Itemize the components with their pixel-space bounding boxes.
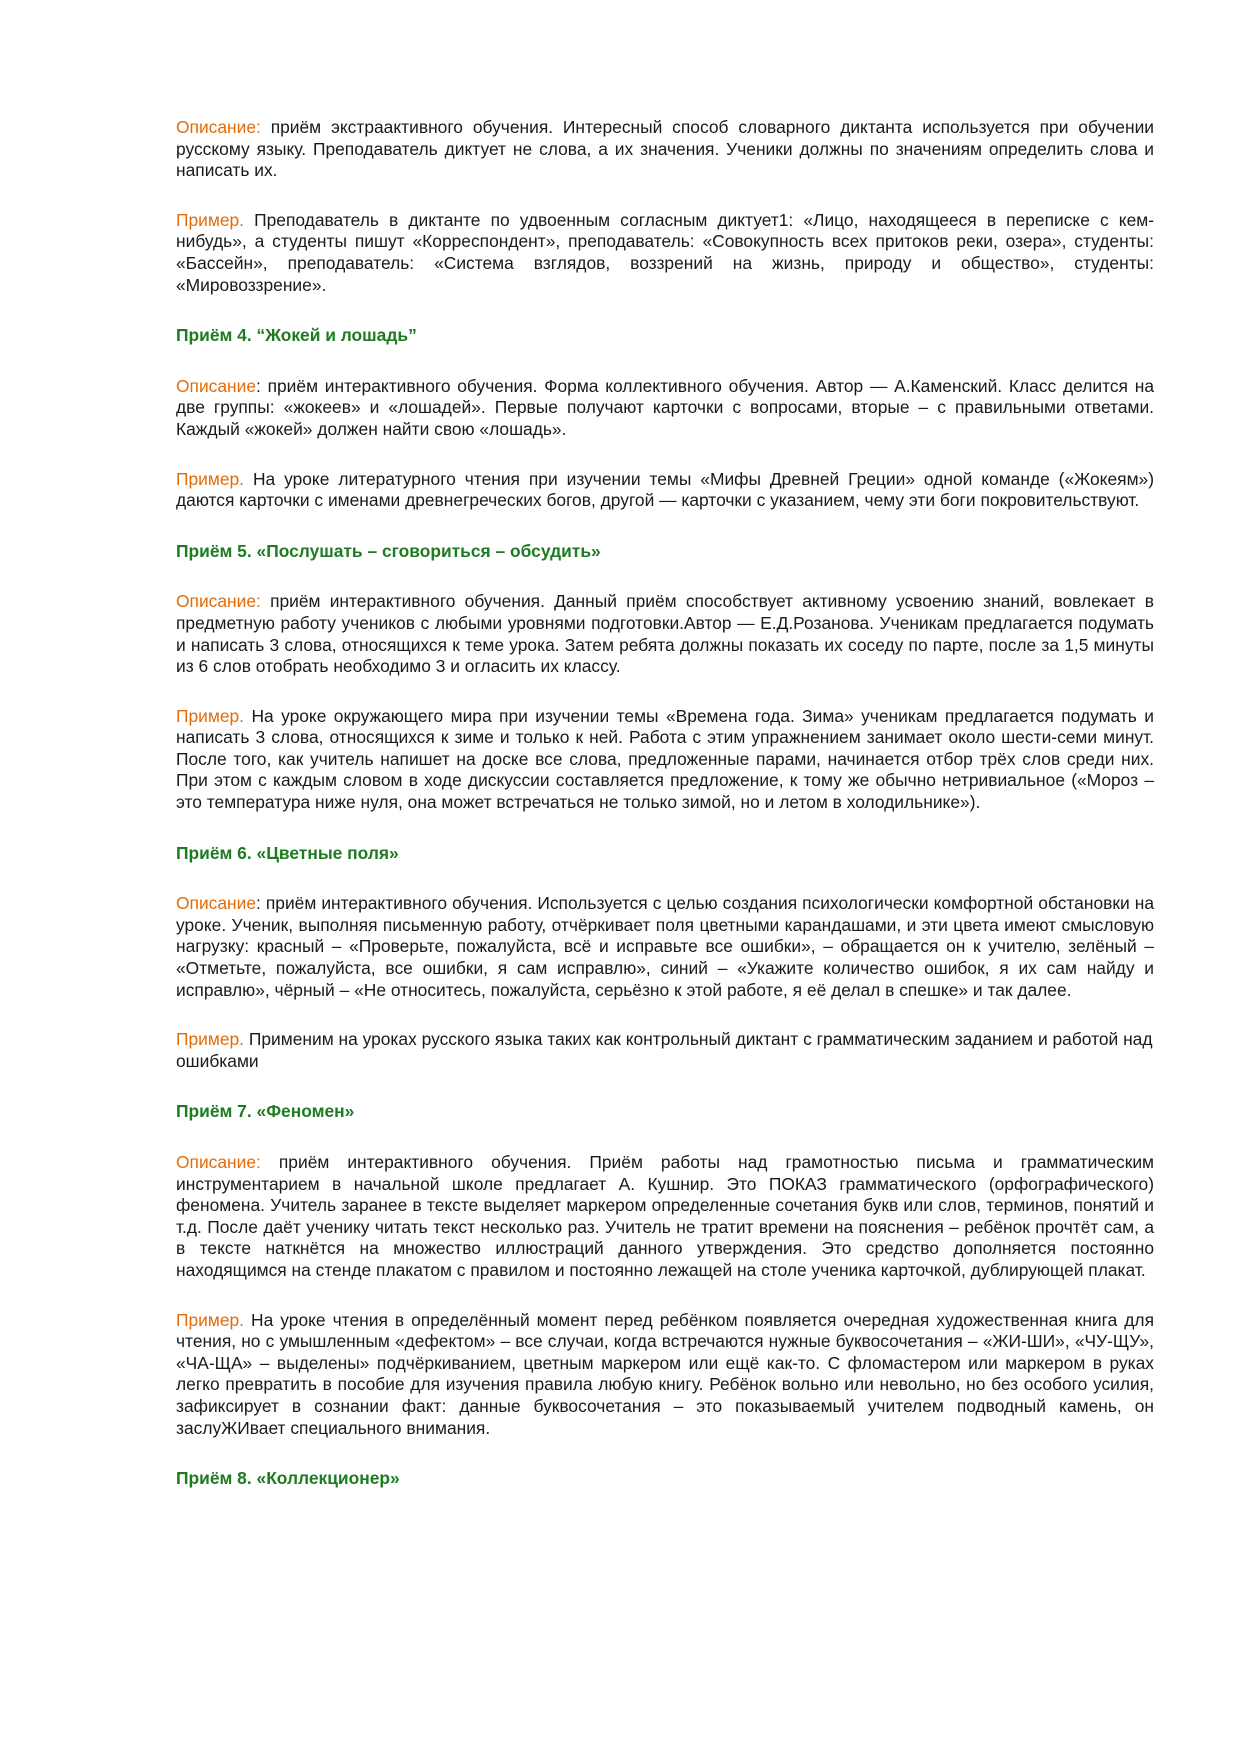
example-paragraph	[176, 706, 1154, 814]
example-paragraph	[176, 469, 1154, 512]
example-label: Пример.	[176, 209, 245, 230]
description-text: : приём интерактивного обучения. Используется с целью создания психологически комфортной обстановки на уроке. Ученик, выполняя письменную работу, отчёркивает поля цветными карандашами, и эти цвета имеют смысловую нагрузку: красный – «Проверьте, пожалуйста, всё и исправьте все ошибки», – обращается он к учителю, зелёный – «Отметьте, пожалуйста, все ошибки, я сам исправлю», синий – «Укажите количество ошибок, я их сам найду и исправлю», чёрный – «Не относитесь, пожалуйста, серьёзно к этой работе, я её делал в спешке» и так далее.	[176, 893, 1154, 1000]
example-paragraph	[176, 210, 1154, 296]
section-heading-8: Приём 8. «Коллекционер»	[176, 1468, 400, 1489]
example-label: Пример.	[176, 468, 245, 489]
example-text: На уроке окружающего мира при изучении темы «Времена года. Зима» ученикам предлагается подумать и написать 3 слова, относящихся к зиме и только к ней. Работа с этим упражнением занимает около шести-семи минут. После того, как учитель напишет на доске все слова, предложенные парами, начинается отбор трёх слов среди них. При этом с каждым словом в ходе дискуссии составляется предложение, к тому же обычно нетривиальное («Мороз – это температура ниже нуля, она может встречаться не только зимой, но и летом в холодильнике»).	[176, 705, 1154, 813]
example-text: На уроке чтения в определённый момент перед ребёнком появляется очередная художественная книга для чтения, но с умышленным «дефектом» – все случаи, когда встречаются нужные буквосочетания – «ЖИ-ШИ», «ЧУ-ЩУ», «ЧА-ЩА» – выделены» подчёркиванием, цветным маркером или ещё как-то. С фломастером или маркером в руках легко превратить в пособие для изучения правила любую книгу. Ребёнок вольно или невольно, но без особого усилия, зафиксирует в сознании факт: данные буквосочетания – это показываемый учителем подводный камень, он заслуЖИвает специального внимания.	[176, 1309, 1154, 1438]
example-text: Применим на уроках русского языка таких как контрольный диктант с грамматическим заданием и работой над ошибками	[176, 1029, 1153, 1071]
description-paragraph	[176, 1152, 1154, 1282]
description-label: Описание	[176, 375, 257, 396]
section-heading-6: Приём 6. «Цветные поля»	[176, 842, 399, 863]
example-label: Пример.	[176, 1029, 245, 1050]
example-text: Преподаватель в диктанте по удвоенным согласным диктует1: «Лицо, находящееся в переписке с кем-нибудь», а студенты пишут «Корреспондент», преподаватель: «Совокупность всех притоков реки, озера», студенты: «Бассейн», преподаватель: «Система взглядов, воззрений на жизнь, природу и общество», студенты: «Мировоззрение».	[176, 209, 1154, 295]
description-label: Описание	[176, 893, 257, 914]
description-paragraph	[176, 117, 1154, 182]
example-paragraph	[176, 1310, 1154, 1440]
description-label: Описание:	[176, 591, 261, 612]
description-text: приём интерактивного обучения. Приём работы над грамотностью письма и грамматическим инструментарием в начальной школе предлагает А. Кушнир. Это ПОКАЗ грамматического (орфографического) феномена. Учитель заранее в тексте выделяет маркером определенные сочетания букв или слов, терминов, понятий и т.д. После даёт ученику читать текст несколько раз. Учитель не тратит времени на пояснения – ребёнок прочтёт сам, а в тексте наткнётся на множество иллюстраций данного утверждения. Это средство дополняется постоянно находящимся на стенде плакатом с правилом и постоянно лежащей на столе ученика карточкой, дублирующей плакат.	[176, 1152, 1154, 1280]
example-text: На уроке литературного чтения при изучении темы «Мифы Древней Греции» одной команде («Жокеям») даются карточки с именами древнегреческих богов, другой — карточки с указанием, чему эти боги покровительствуют.	[176, 468, 1154, 511]
description-text: приём интерактивного обучения. Данный приём способствует активному усвоению знаний, вовлекает в предметную работу учеников с любыми уровнями подготовки.Автор — Е.Д.Розанова. Ученикам предлагается подумать и написать 3 слова, относящихся к теме урока. Затем ребята должны показать их соседу по парте, после за 1,5 минуты из 6 слов отобрать необходимо 3 и огласить их классу.	[176, 591, 1154, 677]
description-paragraph	[176, 591, 1154, 677]
description-text: : приём интерактивного обучения. Форма коллективного обучения. Автор — А.Каменский. Класс делится на две группы: «жокеев» и «лошадей». Первые получают карточки с вопросами, вторые – с правильными ответами. Каждый «жокей» должен найти свою «лошадь».	[176, 375, 1154, 439]
section-heading-5: Приём 5. «Послушать – сговориться – обсудить»	[176, 540, 601, 561]
description-paragraph	[176, 893, 1154, 1001]
description-label: Описание:	[176, 117, 261, 137]
description-label: Описание:	[176, 1152, 261, 1172]
section-heading-7: Приём 7. «Феномен»	[176, 1101, 355, 1122]
example-label: Пример.	[176, 1309, 245, 1330]
description-text: приём экстраактивного обучения. Интересный способ словарного диктанта используется при обучении русскому языку. Преподаватель диктует не слова, а их значения. Ученики должны по значениям определить слова и написать их.	[176, 117, 1154, 181]
example-label: Пример.	[176, 705, 245, 726]
example-paragraph	[176, 1029, 1154, 1072]
section-heading-4: Приём 4. “Жокей и лошадь”	[176, 325, 417, 346]
document-page	[176, 117, 1154, 1490]
description-paragraph	[176, 376, 1154, 441]
